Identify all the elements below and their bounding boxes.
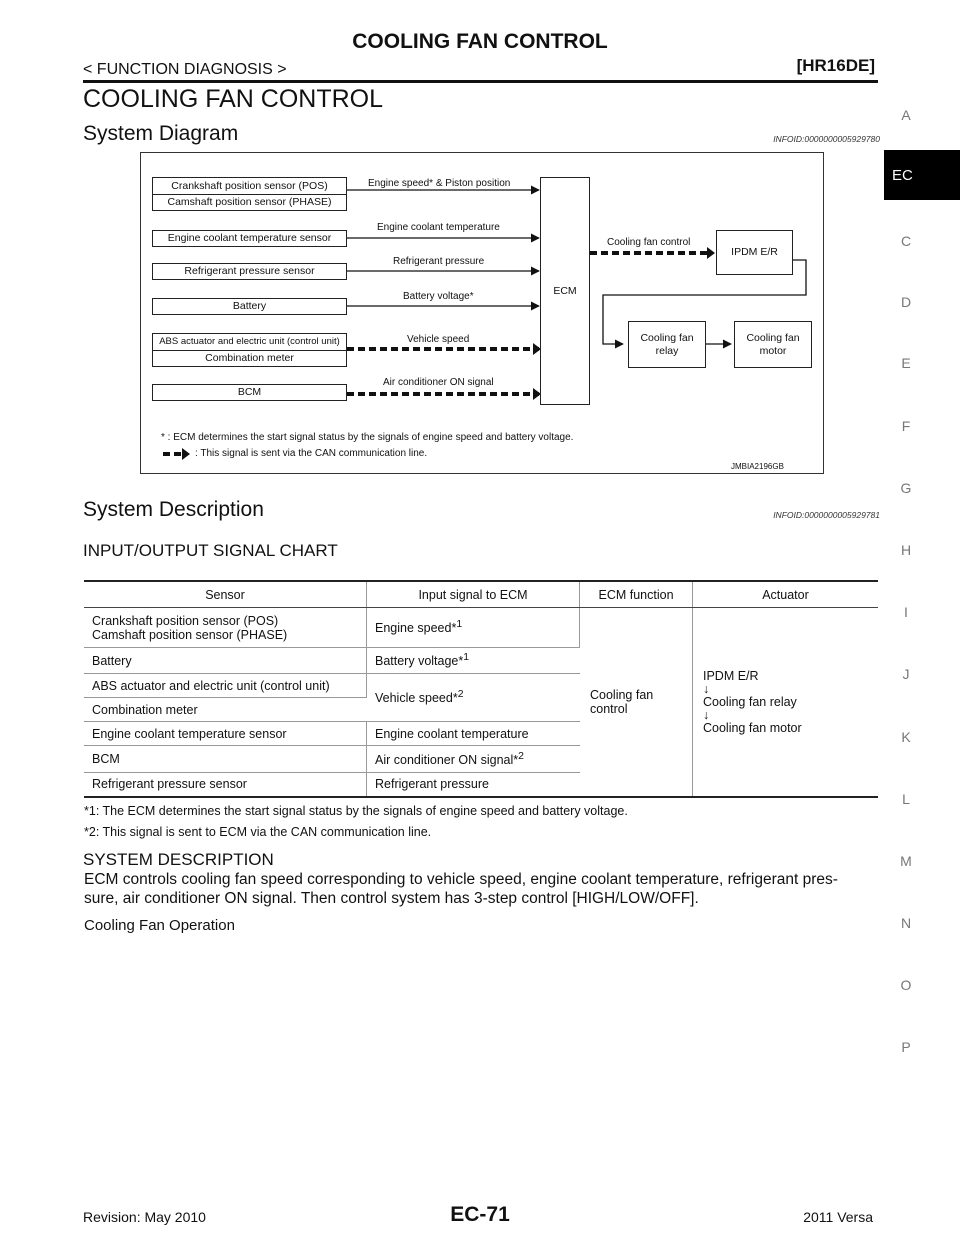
side-index-ec-active[interactable]: EC [884,150,960,200]
box-combination-meter: Combination meter [152,350,347,367]
cell-actuator: IPDM E/R ↓ Cooling fan relay ↓ Cooling fan motor [693,608,879,797]
cooling-fan-operation-heading: Cooling Fan Operation [84,917,235,934]
box-bcm: BCM [152,384,347,401]
cell-ecm-function: Cooling fan control [580,608,693,797]
col-actuator: Actuator [693,581,879,608]
system-description-infoid: INFOID:0000000005929781 [773,510,880,520]
header-title: COOLING FAN CONTROL [352,30,608,53]
box-cam-sensor: Camshaft position sensor (PHASE) [152,194,347,211]
box-crank-sensor: Crankshaft position sensor (POS) [152,177,347,194]
cell-sensor: Combination meter [84,698,367,722]
side-index-j[interactable]: J [902,666,910,682]
page-title: COOLING FAN CONTROL [83,85,384,113]
label-coolant-temp: Engine coolant temperature [377,222,500,233]
box-ecm: ECM [540,177,590,405]
cell-sensor: BCM [84,746,367,773]
label-ac-signal: Air conditioner ON signal [383,377,494,388]
cell-input: Battery voltage*$^1$ [367,648,580,674]
box-ect-sensor: Engine coolant temperature sensor [152,230,347,247]
footer-page-number: EC-71 [450,1203,510,1226]
system-diagram [140,152,824,474]
side-index-c[interactable]: C [900,233,912,249]
cell-input: Engine speed*$^1$ [367,608,580,648]
header-section: < FUNCTION DIAGNOSIS > [83,61,287,78]
label-refrig-pressure: Refrigerant pressure [393,256,485,267]
label-fan-control: Cooling fan control [607,237,691,248]
footnote-2: *2: This signal is sent to ECM via the CAN communication line. [84,825,432,839]
table-row [84,608,878,648]
header-engine: [HR16DE] [796,56,875,75]
col-sensor: Sensor [84,581,367,608]
side-index-n[interactable]: N [900,915,912,931]
side-index-k[interactable]: K [901,729,911,745]
side-index-l[interactable]: L [902,791,910,807]
cell-sensor: ABS actuator and electric unit (control unit) [84,674,367,698]
box-battery: Battery [152,298,347,315]
footnote-1: *1: The ECM determines the start signal status by the signals of engine speed and battery voltage. [84,804,628,818]
side-index-a[interactable]: A [901,107,911,123]
io-chart-heading: INPUT/OUTPUT SIGNAL CHART [83,541,338,560]
header-rule [83,80,878,83]
side-index-f[interactable]: F [901,418,911,434]
sys-desc-line-1: ECM controls cooling fan speed corresponding to vehicle speed, engine coolant temperature, refrigerant pres- [84,871,838,888]
sensor-crank: Crankshaft position sensor (POS) [92,613,279,628]
side-index-d[interactable]: D [900,294,912,310]
io-signal-table [84,580,878,798]
system-description-heading: System Description [83,498,264,521]
footer-revision: Revision: May 2010 [83,1209,206,1225]
label-engine-speed: Engine speed* & Piston position [368,178,511,189]
side-index-i[interactable]: I [904,604,908,620]
footer-model: 2011 Versa [803,1209,873,1225]
table-header-row [84,581,878,608]
system-diagram-infoid: INFOID:0000000005929780 [773,134,880,144]
side-index-m[interactable]: M [900,853,912,869]
cell-sensor: Battery [84,648,367,674]
cell-input: Refrigerant pressure [367,773,580,797]
col-input: Input signal to ECM [367,581,580,608]
cell-sensor: Engine coolant temperature sensor [84,722,367,746]
sys-desc-line-2: sure, air conditioner ON signal. Then control system has 3-step control [HIGH/LOW/OFF]. [84,890,699,907]
label-battery-voltage: Battery voltage* [403,291,474,302]
note-star: * : ECM determines the start signal status by the signals of engine speed and battery voltage. [161,432,574,443]
side-index-g[interactable]: G [900,480,912,496]
cell-input: Air conditioner ON signal*$^2$ [367,746,580,773]
side-index-p[interactable]: P [901,1039,911,1055]
box-cooling-fan-motor: Cooling fan motor [734,321,812,368]
side-index-e[interactable]: E [901,355,911,371]
label-vehicle-speed: Vehicle speed [407,334,470,345]
box-ipdm: IPDM E/R [716,230,793,275]
box-cooling-fan-relay: Cooling fan relay [628,321,706,368]
cell-sensor: Refrigerant pressure sensor [84,773,367,797]
box-abs-actuator: ABS actuator and electric unit (control unit) [152,333,347,350]
cell-input: Engine coolant temperature [367,722,580,746]
box-refrig-sensor: Refrigerant pressure sensor [152,263,347,280]
side-index-h[interactable]: H [900,542,912,558]
sensor-cam: Camshaft position sensor (PHASE) [92,627,288,642]
note-can: : This signal is sent via the CAN communication line. [195,448,428,459]
system-diagram-heading: System Diagram [83,122,239,145]
cell-sensor [84,608,367,648]
figure-id: JMBIA2196GB [731,462,784,471]
cell-input: Vehicle speed*$^2$ [367,674,580,722]
sys-desc-heading: SYSTEM DESCRIPTION [83,850,274,869]
col-ecm-function: ECM function [580,581,693,608]
side-index-o[interactable]: O [900,977,912,993]
